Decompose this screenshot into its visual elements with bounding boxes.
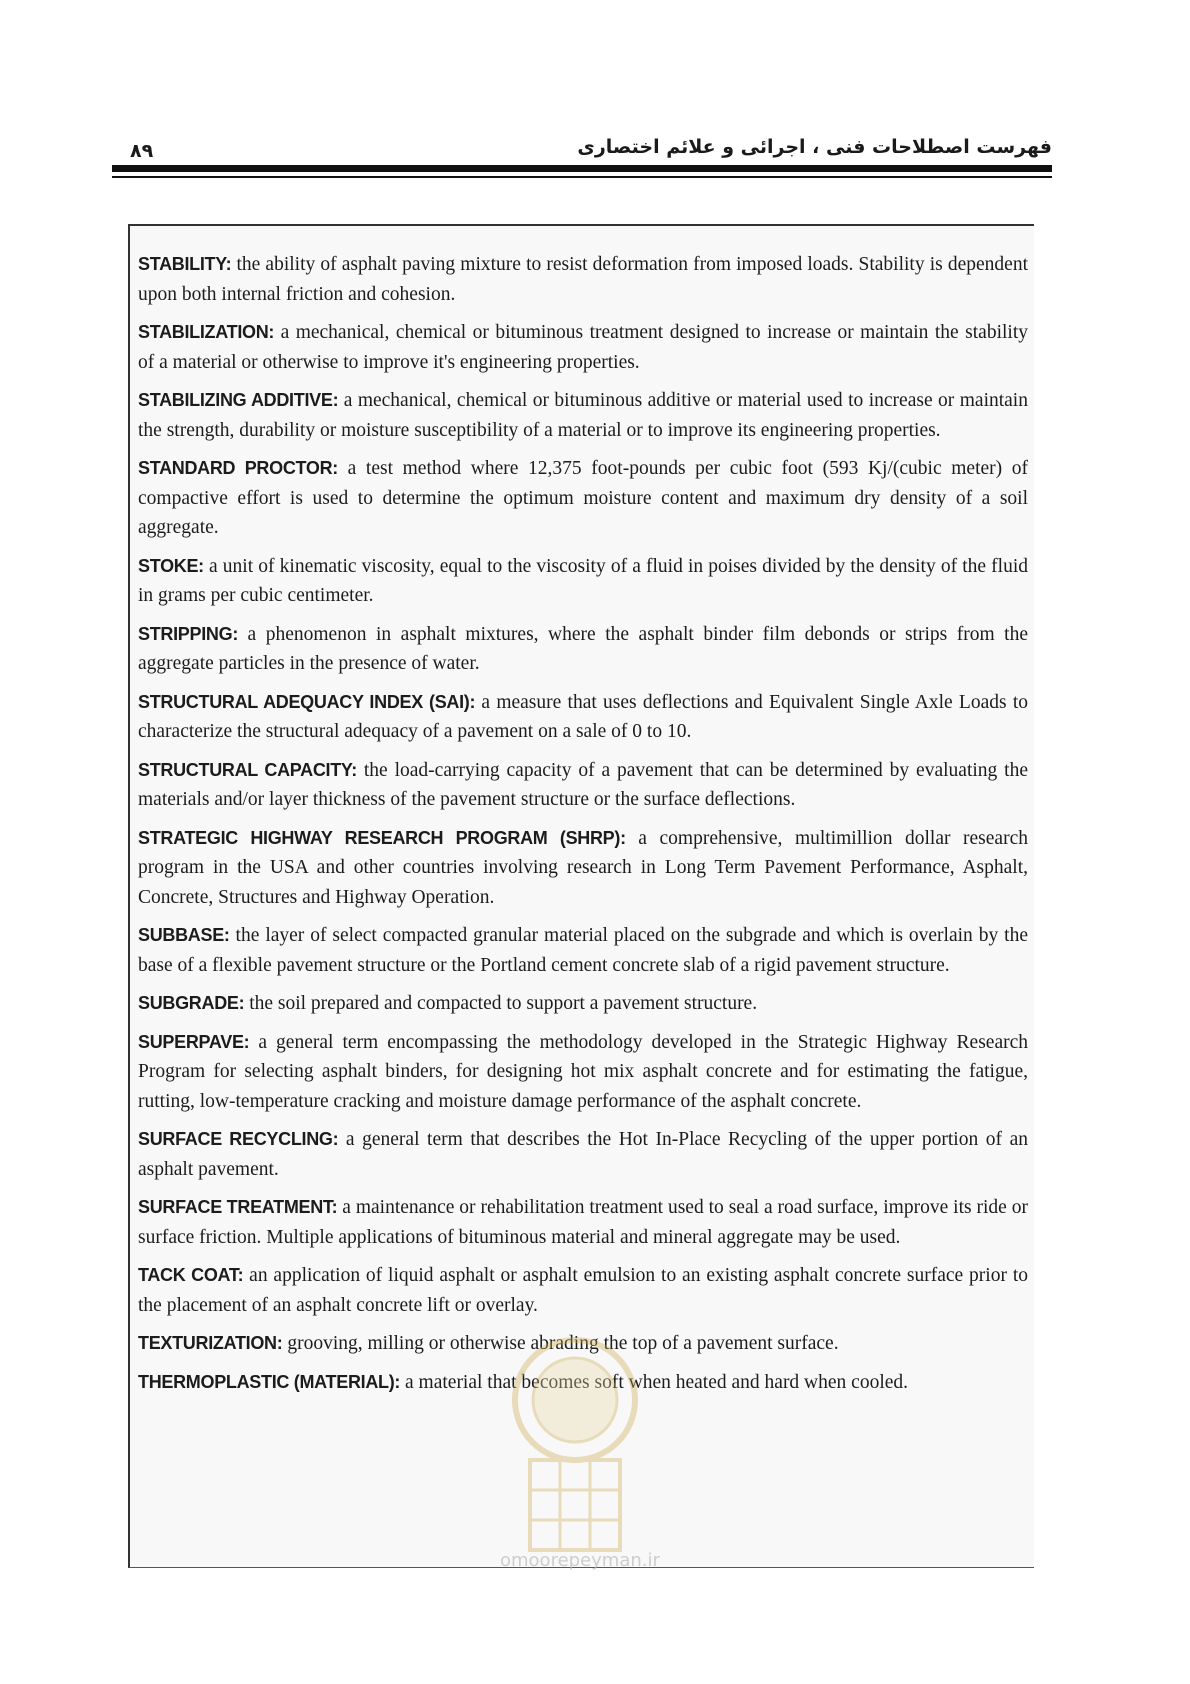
entry-definition: a mechanical, chemical or bituminous additive or material used to increase or maintain the strength, durability or moisture susceptibility of a material or to improve its engineering properties. [138,390,1028,441]
glossary-entry [138,1329,1028,1359]
entry-definition: a phenomenon in asphalt mixtures, where the asphalt binder film debonds or strips from the aggregate particles in the presence of water. [138,623,1028,674]
glossary-entry [138,552,1028,611]
entry-term: SUPERPAVE: [138,1031,250,1052]
glossary-entry [138,1125,1028,1184]
header-rule-thin [112,176,1052,178]
glossary-entry [138,318,1028,377]
glossary-entry [138,620,1028,679]
glossary-entry [138,921,1028,980]
entry-term: STRUCTURAL ADEQUACY INDEX (SAI): [138,691,476,712]
entry-term: SUBBASE: [138,925,230,945]
running-title: فهرست اصطلاحات فنی ، اجرائی و علائم اختصاری [577,136,1052,158]
entry-definition: a mechanical, chemical or bituminous treatment designed to increase or maintain the stability of a material or otherwise to improve it's engineering properties. [138,322,1028,373]
entry-term: SURFACE TREATMENT: [138,1197,338,1217]
entry-term: SURFACE RECYCLING: [138,1129,339,1149]
glossary-entry [138,1193,1028,1252]
entry-definition: a comprehensive, multimillion dollar research program in the USA and other countries involving research in Long Term Pavement Performance, Asphalt, Concrete, Structures and Highway Operation. [138,827,1028,908]
entry-term: STANDARD PROCTOR: [138,458,338,478]
entry-definition: an application of liquid asphalt or asphalt emulsion to an existing asphalt concrete surface prior to the placement of an asphalt concrete lift or overlay. [138,1265,1028,1316]
entry-term: TEXTURIZATION: [138,1333,283,1353]
entry-definition: a maintenance or rehabilitation treatment used to seal a road surface, improve its ride or surface friction. Multiple applications of bituminous material and mineral aggregate may be used. [138,1197,1029,1248]
entry-term: TACK COAT: [138,1265,244,1285]
glossary-entry [138,824,1028,913]
page-number: ۸۹ [130,140,154,162]
watermark-url: omoorepeyman.ir [500,1550,660,1571]
entry-term: STRIPPING: [138,623,239,644]
entry-definition: a general term that describes the Hot In-Place Recycling of the upper portion of an asphalt pavement. [138,1129,1028,1180]
glossary-entry [138,1028,1028,1117]
entry-definition: grooving, milling or otherwise abrading the top of a pavement surface. [282,1333,839,1354]
header-rule-thick [112,165,1052,172]
entry-term: STABILIZATION: [138,322,275,342]
entry-definition: the ability of asphalt paving mixture to resist deformation from imposed loads. Stability is dependent upon both internal friction and cohesion. [138,254,1028,305]
glossary-entry [138,250,1028,309]
entry-definition: a measure that uses deflections and Equivalent Single Axle Loads to characterize the structural adequacy of a pavement on a sale of 0 to 10. [138,691,1028,742]
entry-term: STRATEGIC HIGHWAY RESEARCH PROGRAM (SHRP): [138,827,626,848]
glossary-entry [138,1368,1028,1398]
entry-term: STOKE: [138,555,204,576]
glossary-entry [138,1261,1028,1320]
entry-definition: a test method where 12,375 foot-pounds per cubic foot (593 Kj/(cubic meter) of compactive effort is used to determine the optimum moisture content and maximum dry density of a soil aggregate. [138,458,1029,538]
glossary-entry [138,386,1028,445]
entry-term: SUBGRADE: [138,993,245,1013]
glossary-entry [138,989,1028,1019]
entry-definition: the soil prepared and compacted to support a pavement structure. [244,993,758,1014]
entry-definition: the load-carrying capacity of a pavement that can be determined by evaluating the materials and/or layer thickness of the pavement structure or the surface deflections. [138,759,1028,810]
entry-definition: a unit of kinematic viscosity, equal to the viscosity of a fluid in poises divided by the density of the fluid in grams per cubic centimeter. [138,555,1028,606]
glossary-entry [138,454,1028,543]
glossary-entry [138,756,1028,815]
entry-definition: the layer of select compacted granular material placed on the subgrade and which is overlain by the base of a flexible pavement structure or the Portland cement concrete slab of a rigid pavement structure. [138,925,1028,976]
entry-term: STABILITY: [138,254,232,274]
entry-definition: a material that becomes soft when heated and hard when cooled. [400,1371,909,1393]
glossary-entries [138,250,1028,1406]
entry-term: STRUCTURAL CAPACITY: [138,759,357,780]
glossary-entry [138,688,1028,747]
entry-term: STABILIZING ADDITIVE: [138,390,339,410]
entry-term: THERMOPLASTIC (MATERIAL): [138,1371,401,1392]
entry-definition: a general term encompassing the methodology developed in the Strategic Highway Research Program for selecting asphalt binders, for designing hot mix asphalt concrete and for estimating the fatigue, rutting, low-temperature cracking and moisture damage performance of the asphalt concrete. [138,1031,1028,1112]
